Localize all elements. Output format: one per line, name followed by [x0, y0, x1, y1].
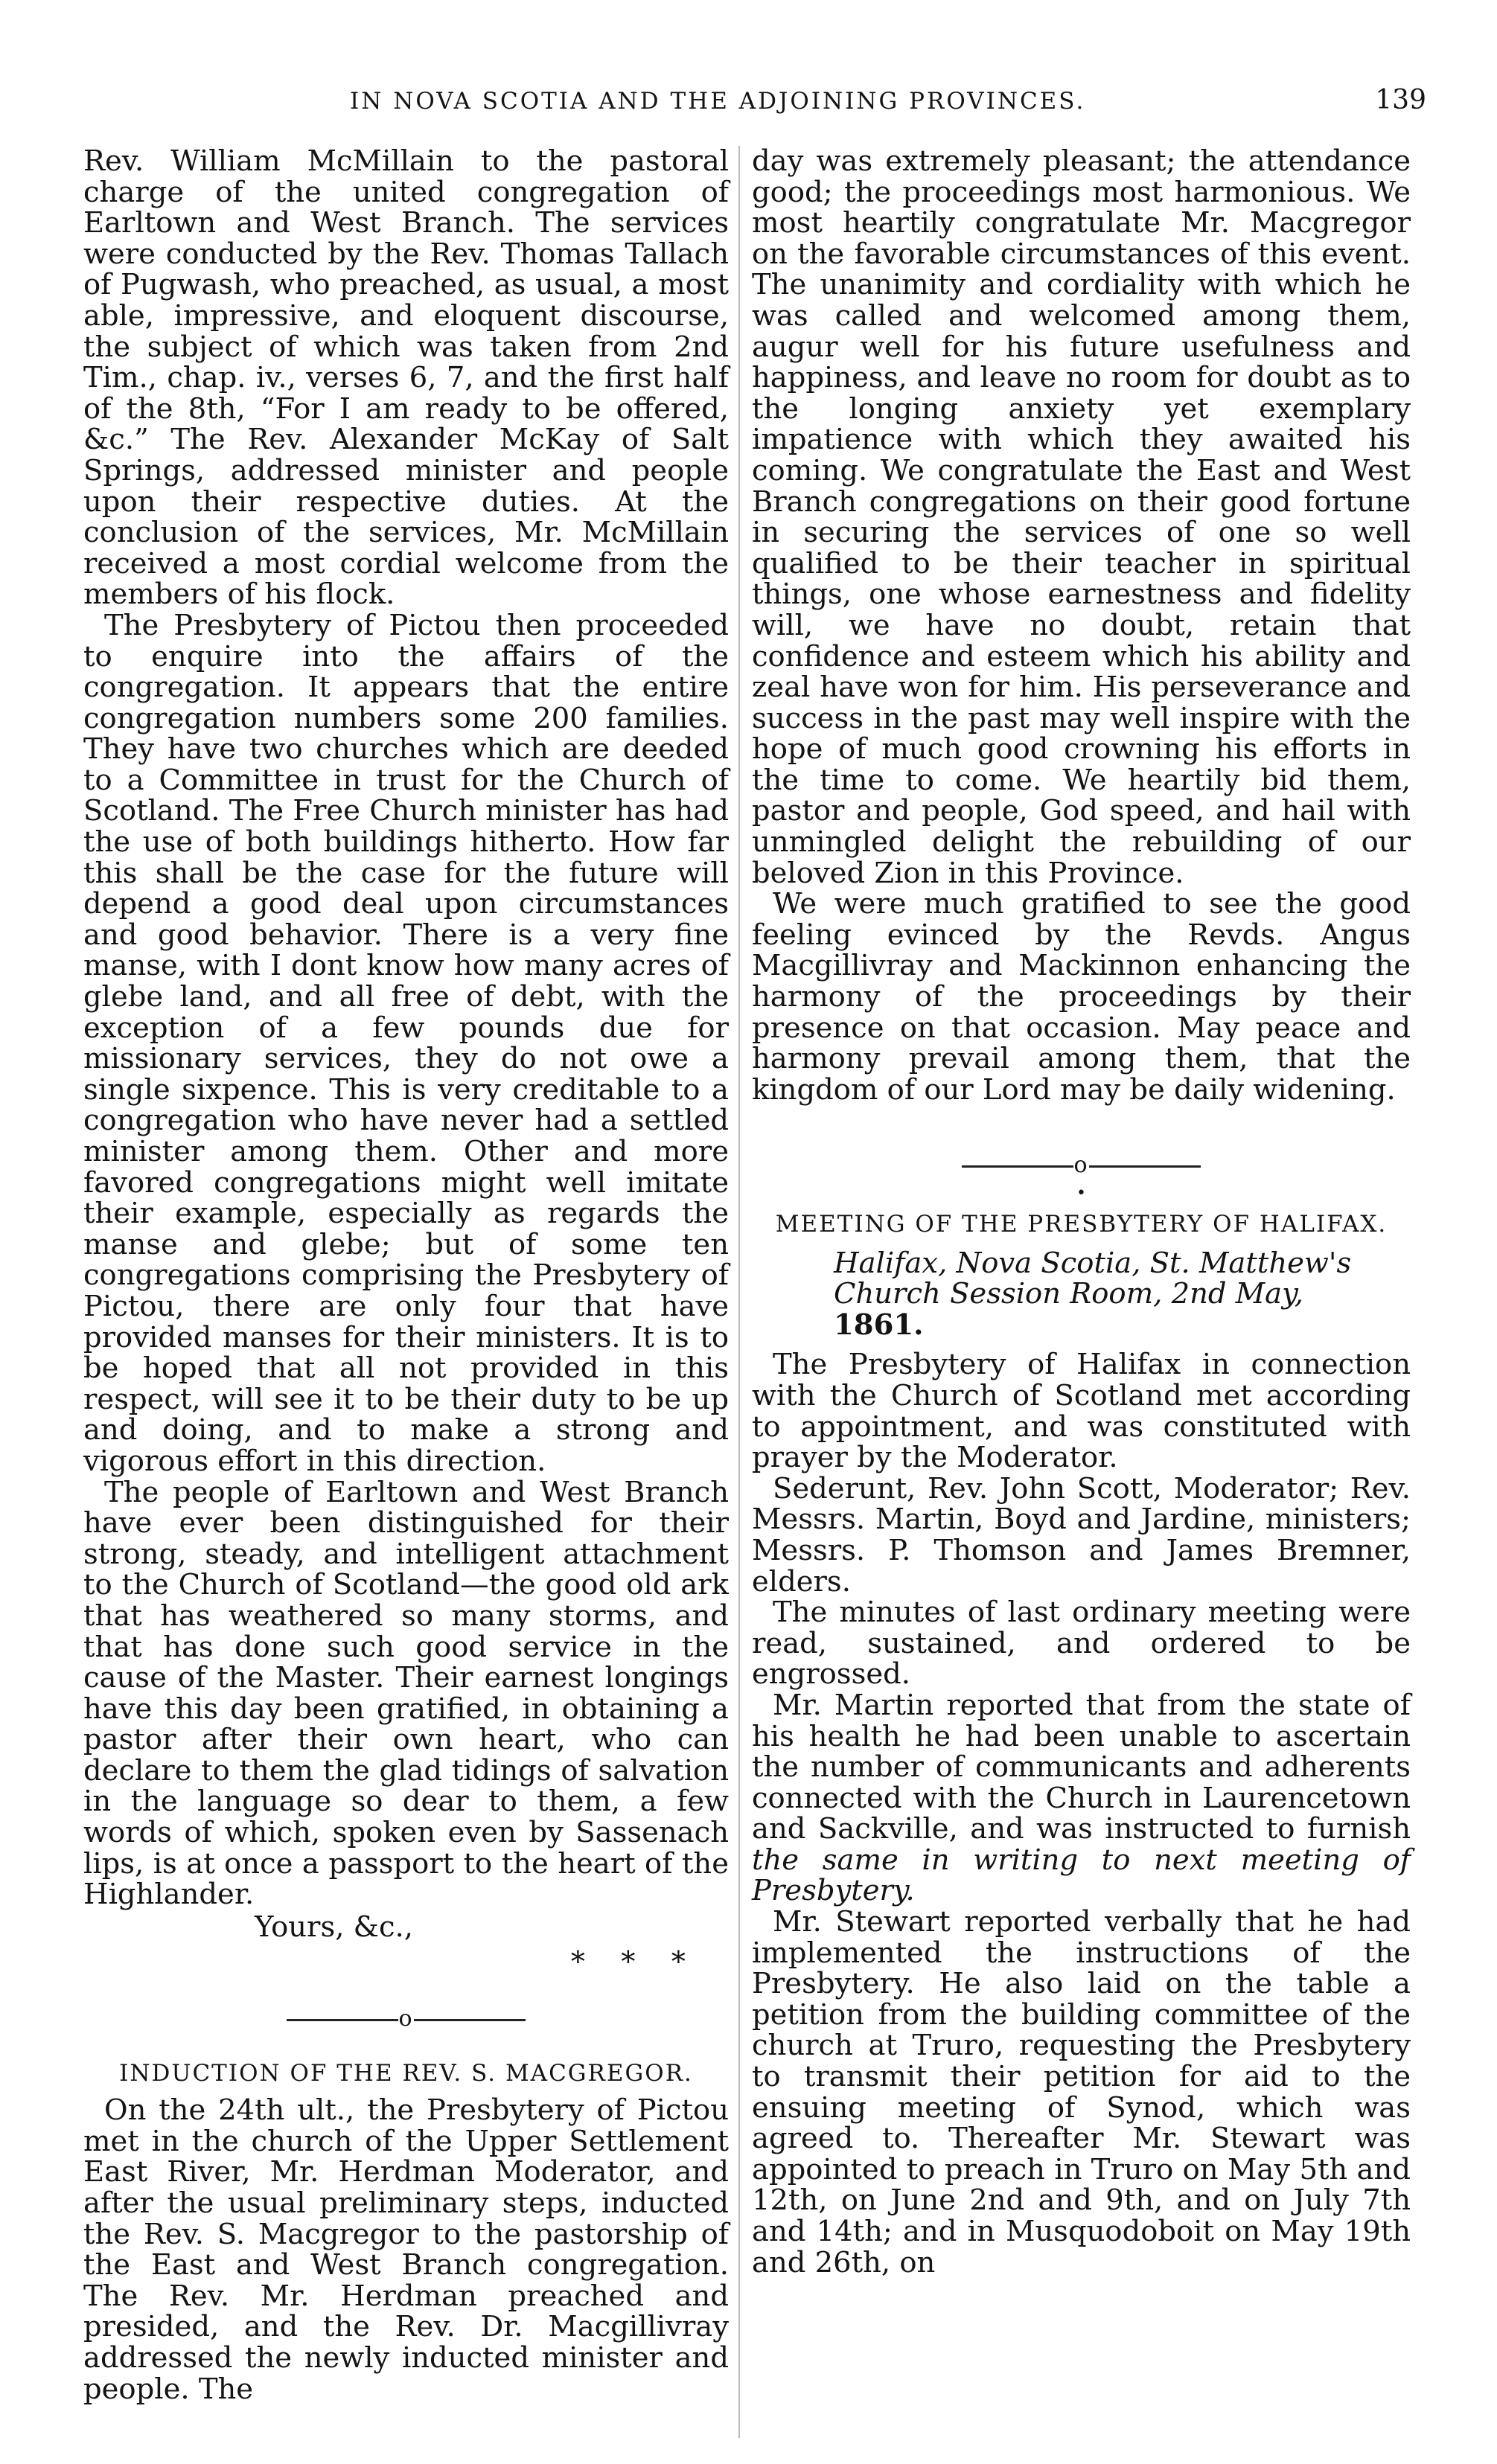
- article-heading-induction: INDUCTION OF THE REV. S. MACGREGOR.: [119, 2059, 693, 2087]
- paragraph-halifax-met: The Presbytery of Halifax in connection with the Church of Scotland met according to appointment, and was constituted with prayer by the Moderator.: [752, 1348, 1411, 1475]
- section-separator: [83, 2003, 729, 2035]
- dateline-place: Halifax, Nova Scotia, St. Matthew's Church Session Room, 2nd May,: [834, 1246, 1352, 1311]
- signature-stars: * * *: [570, 1945, 699, 1980]
- paragraph-revds-gratified: We were much gratified to see the good feeling evinced by the Revds. Angus Macgillivray and Mackinnon enhancing the harmony of the proceedings by their presence on that occasion. May peace and harmony prevail among them, that the kingdom of our Lord may be daily widening.: [752, 887, 1411, 1107]
- martin-report-italic: the same in writing to next meeting of Presbytery.: [752, 1843, 1411, 1908]
- martin-report-text: Mr. Martin reported that from the state of his health he had been unable to ascertain the number of communicants and adherents connected with the Church in Laurencetown and Sackville, and was instructed to furnish: [752, 1688, 1411, 1846]
- dateline-year: 1861.: [834, 1308, 924, 1342]
- running-head: [0, 85, 1497, 132]
- ornament-bullet: •: [1076, 1184, 1086, 1203]
- separator-line-left: [287, 2019, 398, 2021]
- paragraph-earltown-people: The people of Earltown and West Branch have ever been distinguished for their strong, steady, and intelligent attachment to the Church of Scotland—the good old ark that has weathered so many storms, and that has done such good service in the cause of the Master. Their earnest longings have this day been gratified, in obtaining a pastor after their own heart, who can declare to them the glad tidings of salvation in the language so dear to them, a few words of which, spoken even by Sassenach lips, is at once a passport to the heart of the Highlander.: [83, 1475, 729, 1912]
- paragraph-induction-continued: day was extremely pleasant; the attendance good; the proceedings most harmonious. We most heartily congratulate Mr. Macgregor on the favorable circumstances of this event. The unanimity and cordiality with which he was called and welcomed among them, augur well for his future usefulness and happiness, and leave no room for doubt as to the longing anxiety yet exemplary impatience with which they awaited his coming. We congratulate the East and West Branch congregations on their good fortune in securing the services of one so well qualified to be their teacher in spiritual things, one whose earnestness and fidelity will, we have no doubt, retain that confidence and esteem which his ability and zeal have won for him. His perseverance and success in the past may well inspire with the hope of much good crowning his efforts in the time to come. We heartily bid them, pastor and people, God speed, and hail with unmingled delight the rebuilding of our beloved Zion in this Province.: [752, 144, 1411, 890]
- separator-line-right: [1089, 1165, 1201, 1168]
- separator-mark: o: [1073, 1152, 1089, 1179]
- paragraph-earltown-induction: Rev. William McMillain to the pastoral charge of the united congregation of Earltown and West Branch. The services were conducted by the Rev. Thomas Tallach of Pugwash, who preached, as usual, a most able, impressive, and eloquent discourse, the subject of which was taken from 2nd Tim., chap. iv., verses 6, 7, and the first half of the 8th, “For I am ready to be offered, &c.” The Rev. Alexander McKay of Salt Springs, addressed minister and people upon their respective duties. At the conclusion of the services, Mr. McMillain received a most cordial welcome from the members of his flock.: [83, 144, 729, 612]
- dateline: [834, 1248, 1411, 1341]
- paragraph-stewart-report: Mr. Stewart reported verbally that he had implemented the instructions of the Presbytery. He also laid on the table a petition from the building committee of the church at Truro, requesting the Presbytery to transmit their petition for aid to the ensuing meeting of Synod, which was agreed to. Thereafter Mr. Stewart was appointed to preach in Truro on May 5th and 12th, on June 2nd and 9th, and on July 7th and 14th; and in Musquodoboit on May 19th and 26th, on: [752, 1905, 1411, 2279]
- paragraph-macgregor-induction: On the 24th ult., the Presbytery of Pictou met in the church of the Upper Settlement East River, Mr. Herdman Moderator, and after the usual preliminary steps, inducted the Rev. S. Macgregor to the pastorship of the East and West Branch congregation. The Rev. Mr. Herdman preached and presided, and the Rev. Dr. Macgillivray addressed the newly inducted minister and people. The: [83, 2093, 729, 2406]
- separator-line-left: [962, 1165, 1073, 1168]
- paragraph-martin-report: [752, 1690, 1411, 1907]
- running-title: IN NOVA SCOTIA AND THE ADJOINING PROVINCES.: [350, 88, 1086, 115]
- page-number: 139: [1375, 85, 1426, 115]
- separator-line-right: [414, 2019, 526, 2021]
- column-divider: [738, 146, 740, 2438]
- paragraph-sederunt: Sederunt, Rev. John Scott, Moderator; Rev. Messrs. Martin, Boyd and Jardine, ministers; Messrs. P. Thomson and James Bremner, elders.: [752, 1471, 1411, 1599]
- right-column: [752, 146, 1411, 2278]
- article-heading-halifax: MEETING OF THE PRESBYTERY OF HALIFAX.: [775, 1211, 1388, 1238]
- signoff: Yours, &c.,: [255, 1910, 413, 1944]
- paragraph-minutes: The minutes of last ordinary meeting were read, sustained, and ordered to be engrossed.: [752, 1596, 1411, 1692]
- paragraph-presbytery-pictou: The Presbytery of Pictou then proceeded to enquire into the affairs of the congregation. It appears that the entire congregation numbers some 200 families. They have two churches which are deeded to a Committee in trust for the Church of Scotland. The Free Church minister has had the use of both buildings hitherto. How far this shall be the case for the future will depend a good deal upon circumstances and good behavior. There is a very fine manse, with I dont know how many acres of glebe land, and all free of debt, with the exception of a few pounds due for missionary services, they do not owe a single sixpence. This is very creditable to a congregation who have never had a settled minister among them. Other and more favored congregations might well imitate their example, especially as regards the manse and glebe; but of some ten congregations comprising the Presbytery of Pictou, there are only four that have provided manses for their ministers. It is to be hoped that all not provided in this respect, will see it to be their duty to be up and doing, and to make a strong and vigorous effort in this direction.: [83, 608, 729, 1478]
- separator-mark: o: [398, 2006, 414, 2032]
- section-separator: [752, 1150, 1411, 1181]
- left-column: [83, 146, 729, 2404]
